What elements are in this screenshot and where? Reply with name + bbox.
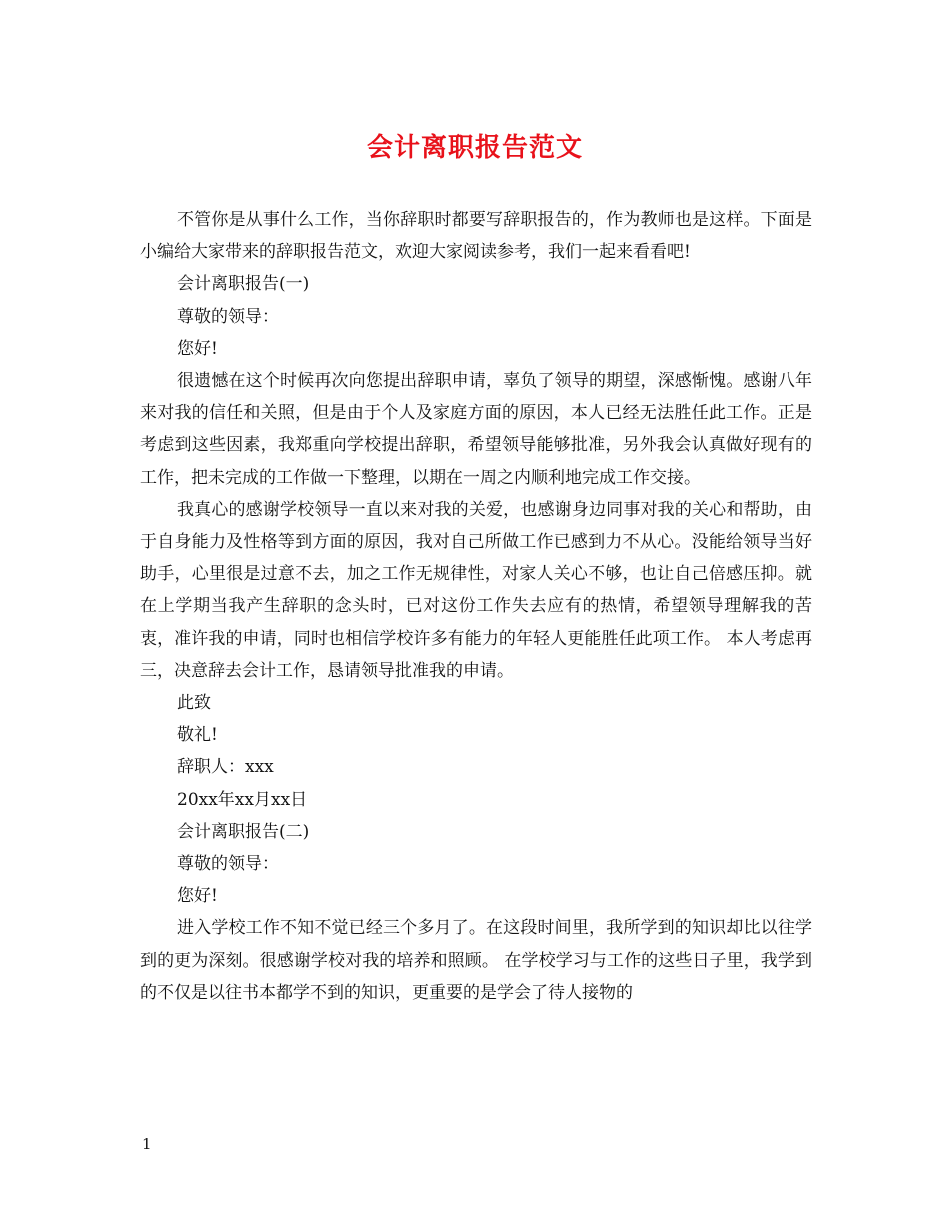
section-heading-1: 会计离职报告(一) <box>177 274 310 295</box>
page-number: 1 <box>142 1135 152 1153</box>
date-line: 20xx年xx月xx日 <box>177 789 308 810</box>
body-paragraph: 很遗憾在这个时候再次向您提出辞职申请，辜负了领导的期望，深感惭愧。感谢八年来对我的信任和关照，但是由于个人及家庭方面的原因，本人已经无法胜任此工作。正是考虑到这些因素，我郑重向学校提出辞职，希望领导能够批准，另外我会认真做好现有的工作，把未完成的工作做一下整理，以期在一周之内顺利地完成工作交接。 <box>140 371 812 488</box>
signature-line: 辞职人：xxx <box>177 757 274 778</box>
closing-salute: 敬礼! <box>177 725 218 746</box>
salutation-2: 尊敬的领导： <box>177 854 279 875</box>
salutation-1: 尊敬的领导： <box>177 306 279 327</box>
greeting-1: 您好! <box>177 338 218 359</box>
section-heading-2: 会计离职报告(二) <box>177 821 310 842</box>
document-title: 会计离职报告范文 <box>366 133 583 163</box>
document-body <box>140 204 812 1009</box>
closing-phrase: 此致 <box>177 693 211 714</box>
greeting-2: 您好! <box>177 886 218 907</box>
body-paragraph: 进入学校工作不知不觉已经三个多月了。在这段时间里，我所学到的知识却比以往学到的更为深刻。很感谢学校对我的培养和照顾。 在学校学习与工作的这些日子里，我学到的不仅是以往书本都学不到的知识，更重要的是学会了待人接物的 <box>140 918 812 1003</box>
intro-paragraph: 不管你是从事什么工作，当你辞职时都要写辞职报告的，作为教师也是这样。下面是小编给大家带来的辞职报告范文，欢迎大家阅读参考，我们一起来看看吧! <box>140 210 812 263</box>
body-paragraph: 我真心的感谢学校领导一直以来对我的关爱，也感谢身边同事对我的关心和帮助，由于自身能力及性格等到方面的原因，我对自己所做工作已感到力不从心。没能给领导当好助手，心里很是过意不去，加之工作无规律性，对家人关心不够，也让自己倍感压抑。就在上学期当我产生辞职的念头时，已对这份工作失去应有的热情，希望领导理解我的苦衷，准许我的申请，同时也相信学校许多有能力的年轻人更能胜任此项工作。 本人考虑再三，决意辞去会计工作，恳请领导批准我的申请。 <box>140 499 812 681</box>
